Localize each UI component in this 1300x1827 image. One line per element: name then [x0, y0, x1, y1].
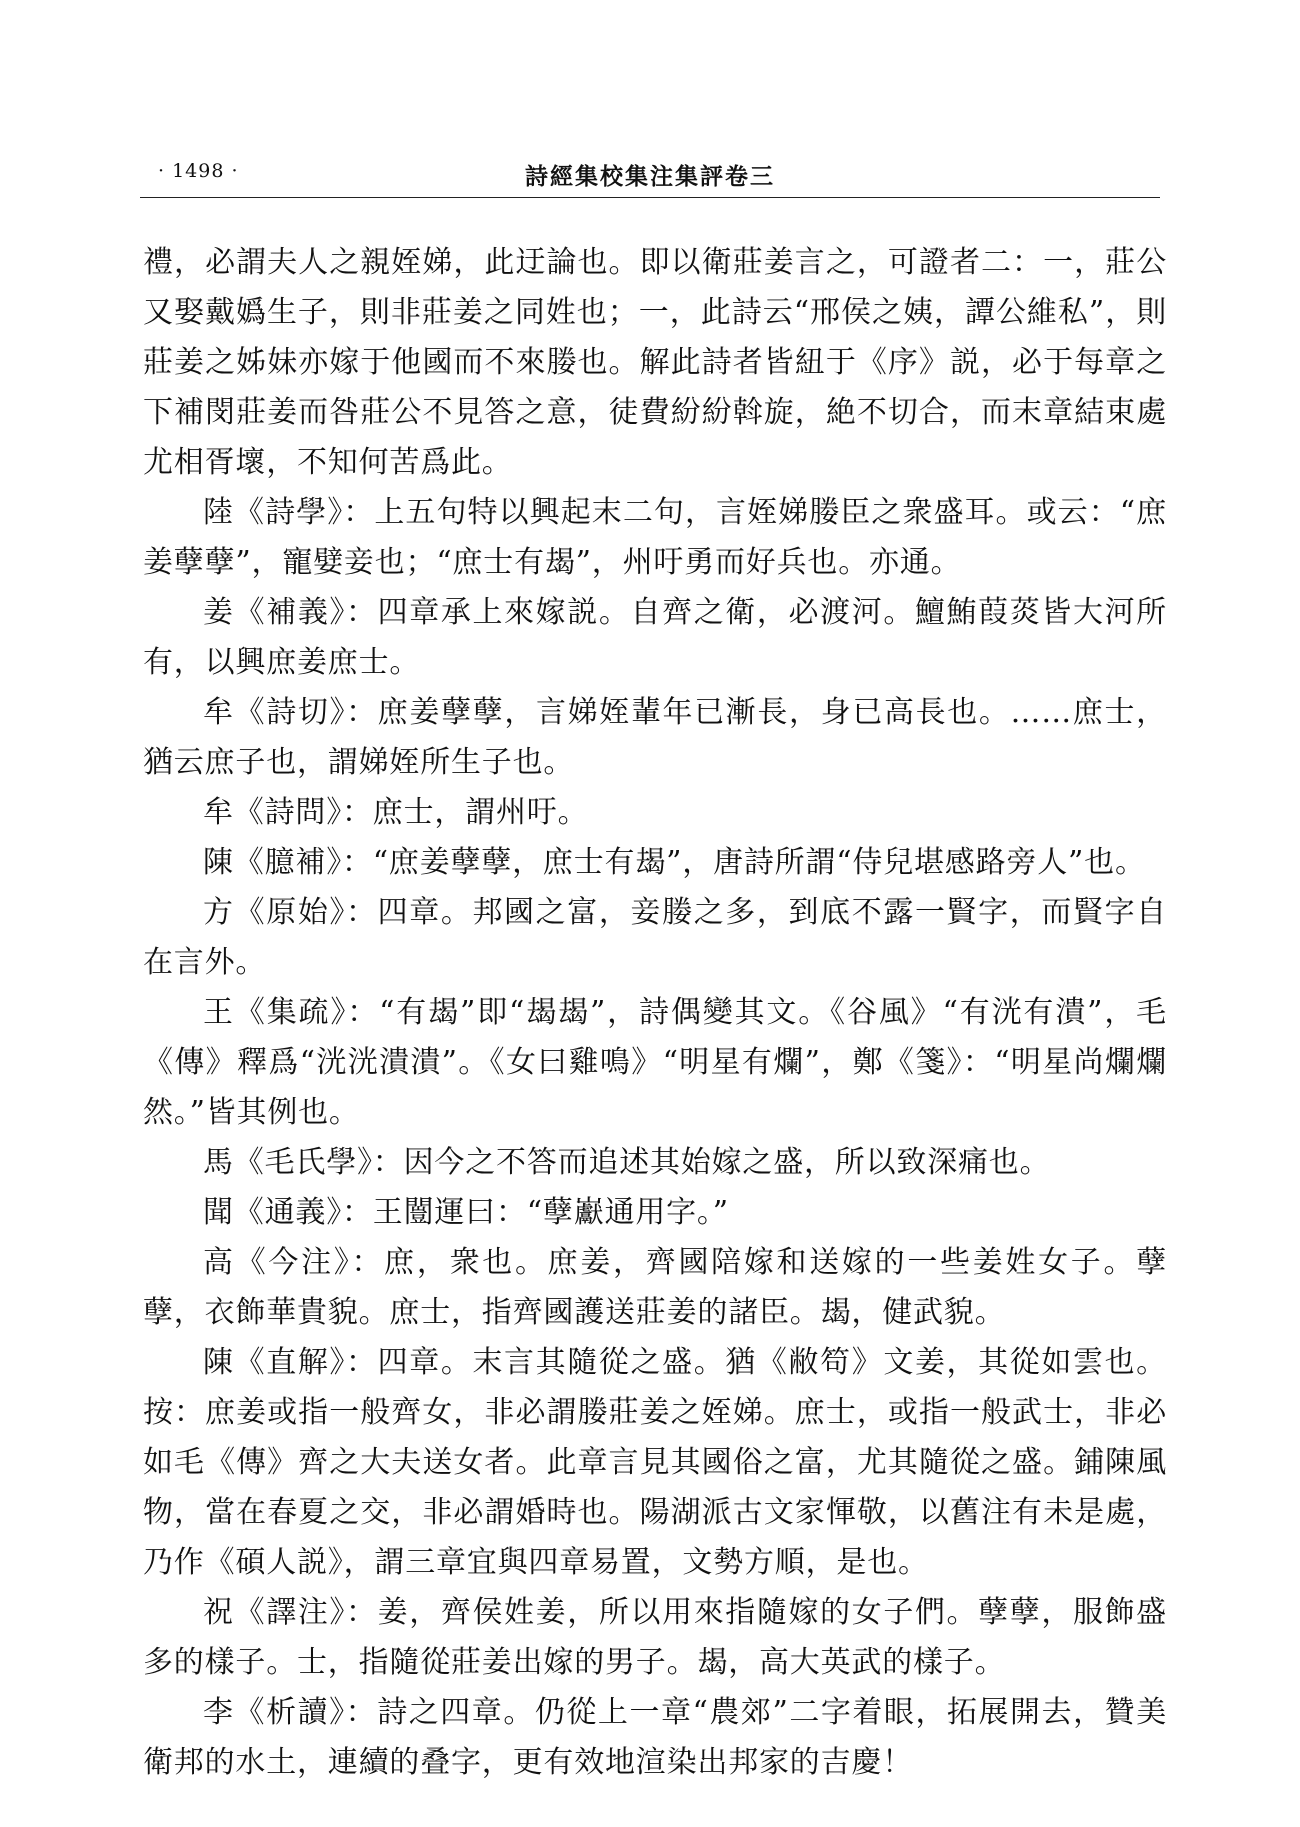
paragraph: 聞《通義》：王闓運曰：“孽巚通用字。” [203, 1195, 729, 1230]
paragraph: 陳《直解》：四章。末言其隨從之盛。猶《敝笱》文姜，其從如雲也。按：庶姜或指一般齊女，非必謂媵莊姜之姪娣。庶士，或指一般武士，非必如毛《傳》齊之大夫送女者。此章言見其國俗之富，尤其隨從之盛。鋪陳風物，當在春夏之交，非必謂婚時也。陽湖派古文家惲敬，以舊注有未是處，乃作《碩人説》，謂三章宜與四章易置，文勢方順，是也。 [143, 1345, 1167, 1580]
page-number: · 1498 · [158, 160, 239, 182]
paragraph: 高《今注》：庶，衆也。庶姜，齊國陪嫁和送嫁的一些姜姓女子。孽孽，衣飾華貴貌。庶士，指齊國護送莊姜的諸臣。朅，健武貌。 [143, 1245, 1167, 1330]
paragraph: 牟《詩切》：庶姜孽孽，言娣姪輩年已漸長，身已高長也。……庶士，猶云庶子也，謂娣姪所生子也。 [143, 695, 1167, 780]
text-body [143, 238, 1167, 1788]
paragraph: 牟《詩問》：庶士，謂州吁。 [203, 795, 589, 830]
header-rule [140, 197, 1160, 198]
running-title: 詩經集校集注集評卷三 [525, 164, 775, 190]
paragraph: 陸《詩學》：上五句特以興起末二句，言姪娣媵臣之衆盛耳。或云：“庶姜孽孽”，寵嬖妾也；“庶士有朅”，州吁勇而好兵也。亦通。 [143, 495, 1167, 580]
paragraph: 李《析讀》：詩之四章。仍從上一章“農郊”二字着眼，拓展開去，贊美衛邦的水土，連續的叠字，更有效地渲染出邦家的吉慶！ [143, 1695, 1167, 1780]
paragraph: 陳《臆補》：“庶姜孽孽，庶士有朅”，唐詩所謂“侍兒堪感路旁人”也。 [203, 845, 1146, 880]
paragraph: 姜《補義》：四章承上來嫁説。自齊之衛，必渡河。鱣鮪葭菼皆大河所有，以興庶姜庶士。 [143, 595, 1167, 680]
paragraph: 馬《毛氏學》：因今之不答而追述其始嫁之盛，所以致深痛也。 [203, 1145, 1051, 1180]
paragraph: 禮，必謂夫人之親姪娣，此迂論也。即以衛莊姜言之，可證者二：一，莊公又娶戴嬀生子，則非莊姜之同姓也；一，此詩云“邢侯之姨，譚公維私”，則莊姜之姊妹亦嫁于他國而不來媵也。解此詩者皆紐于《序》説，必于每章之下補閔莊姜而咎莊公不見答之意，徒費紛紛斡旋，絶不切合，而末章結束處尤相胥壞，不知何苦爲此。 [143, 245, 1167, 480]
paragraph: 方《原始》：四章。邦國之富，妾媵之多，到底不露一賢字，而賢字自在言外。 [143, 895, 1167, 980]
paragraph: 祝《譯注》：姜，齊侯姓姜，所以用來指隨嫁的女子們。孽孽，服飾盛多的樣子。士，指隨從莊姜出嫁的男子。朅，高大英武的樣子。 [143, 1595, 1167, 1680]
paragraph: 王《集疏》：“有朅”即“朅朅”，詩偶變其文。《谷風》“有洸有潰”，毛《傳》釋爲“洸洸潰潰”。《女曰雞鳴》“明星有爛”，鄭《箋》：“明星尚爛爛然。”皆其例也。 [143, 995, 1167, 1130]
page-header [140, 158, 1160, 198]
